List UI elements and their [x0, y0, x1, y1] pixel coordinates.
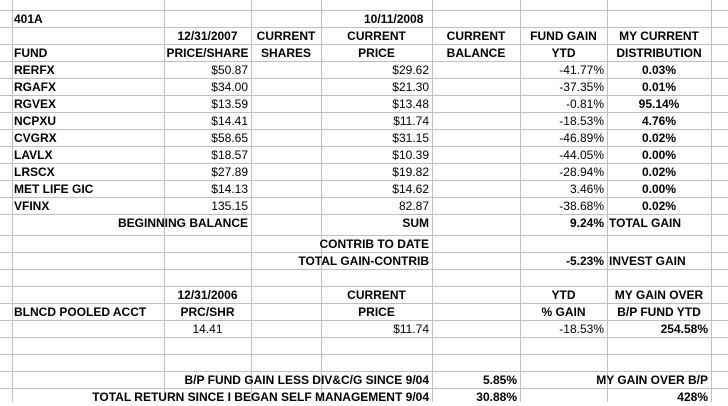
- fund-price-2007: $14.13: [211, 182, 248, 196]
- sum-value: 9.24%: [569, 216, 604, 230]
- fund-distribution: 95.14%: [638, 97, 680, 111]
- header-current-price-top: CURRENT: [347, 29, 406, 43]
- fund-price-2007: $18.57: [211, 148, 248, 162]
- total-return-label: TOTAL RETURN SINCE I BEGAN SELF MANAGEMENT 9/04: [92, 390, 429, 404]
- fund-current-price: $31.15: [392, 131, 429, 145]
- fund-name: MET LIFE GIC: [14, 182, 94, 196]
- fund-distribution: 0.01%: [641, 80, 677, 94]
- fund-distribution: 0.02%: [641, 165, 677, 179]
- pooled-prc-shr-header: PRC/SHR: [180, 305, 235, 319]
- fund-distribution: 0.00%: [641, 182, 677, 196]
- pooled-price-header: PRICE: [358, 305, 395, 319]
- fund-distribution: 0.03%: [641, 63, 677, 77]
- fund-name: RGVEX: [14, 97, 57, 111]
- header-date-2007: 12/31/2007: [177, 29, 238, 43]
- fund-price-2007: $14.41: [211, 114, 248, 128]
- fund-ytd-gain: -28.94%: [559, 165, 604, 179]
- pooled-price-2006: 14.41: [192, 322, 223, 336]
- fund-current-price: $10.39: [392, 148, 429, 162]
- fund-current-price: $21.30: [392, 80, 429, 94]
- header-shares: SHARES: [260, 46, 311, 60]
- fund-ytd-gain: -44.05%: [559, 148, 604, 162]
- fund-current-price: $19.82: [392, 165, 429, 179]
- fund-ytd-gain: -18.53%: [559, 114, 604, 128]
- header-balance: BALANCE: [446, 46, 506, 60]
- header-current-balance-top: CURRENT: [446, 29, 506, 43]
- pooled-date: 12/31/2006: [177, 288, 238, 302]
- fund-distribution: 4.76%: [641, 114, 677, 128]
- fund-price-2007: $58.65: [211, 131, 248, 145]
- fund-name: RGAFX: [14, 80, 56, 94]
- header-ytd: YTD: [551, 46, 576, 60]
- my-gain-over-bp-value: 428%: [677, 390, 708, 404]
- header-fund-gain: FUND GAIN: [530, 29, 597, 43]
- fund-ytd-gain: -0.81%: [565, 97, 604, 111]
- fund-name: NCPXU: [14, 114, 57, 128]
- header-my-current: MY CURRENT: [619, 29, 699, 43]
- beginning-balance-label: BEGINNING BALANCE: [117, 216, 248, 230]
- pooled-ytd-header: YTD: [551, 288, 576, 302]
- fund-price-2007: 135.15: [211, 199, 248, 213]
- fund-distribution: 0.00%: [641, 148, 677, 162]
- header-price: PRICE: [358, 46, 395, 60]
- pooled-current-price: $11.74: [393, 322, 429, 336]
- fund-ytd-gain: -38.68%: [559, 199, 604, 213]
- pooled-ytd-value: -18.53%: [559, 322, 604, 336]
- sheet-title: 401A: [14, 12, 43, 26]
- fund-current-price: $29.62: [392, 63, 429, 77]
- fund-price-2007: $13.59: [211, 97, 248, 111]
- sum-label: SUM: [402, 216, 429, 230]
- fund-current-price: $14.62: [392, 182, 429, 196]
- pooled-gain-over-value: 254.58%: [660, 322, 708, 336]
- total-gain-label: TOTAL GAIN: [609, 216, 681, 230]
- header-distribution: DISTRIBUTION: [616, 46, 702, 60]
- pooled-pct-gain-header: % GAIN: [541, 305, 586, 319]
- header-price-share: PRICE/SHARE: [166, 46, 249, 60]
- fund-current-price: 82.87: [398, 199, 429, 213]
- my-gain-over-bp-label: MY GAIN OVER B/P: [596, 373, 708, 387]
- fund-name: CVGRX: [14, 131, 57, 145]
- fund-name: LAVLX: [14, 148, 53, 162]
- fund-current-price: $11.74: [393, 114, 429, 128]
- fund-ytd-gain: -46.89%: [559, 131, 604, 145]
- fund-distribution: 0.02%: [641, 131, 677, 145]
- bp-fund-gain-label: B/P FUND GAIN LESS DIV&C/G SINCE 9/04: [184, 373, 429, 387]
- contrib-to-date-label: CONTRIB TO DATE: [319, 237, 429, 251]
- total-return-value: 30.88%: [476, 390, 517, 404]
- header-current: CURRENT: [256, 29, 316, 43]
- fund-name: RERFX: [14, 63, 55, 77]
- invest-gain-label: INVEST GAIN: [609, 254, 686, 268]
- fund-price-2007: $50.87: [211, 63, 248, 77]
- pooled-gain-over-header: MY GAIN OVER: [614, 288, 704, 302]
- grid-line: [0, 354, 728, 355]
- header-date-2008: 10/11/2008: [364, 12, 424, 26]
- fund-current-price: $13.48: [392, 97, 429, 111]
- fund-price-2007: $27.89: [211, 165, 248, 179]
- fund-distribution: 0.02%: [641, 199, 677, 213]
- fund-price-2007: $34.00: [211, 80, 248, 94]
- total-gain-contrib-label: TOTAL GAIN-CONTRIB: [298, 254, 429, 268]
- fund-name: VFINX: [14, 199, 50, 213]
- fund-ytd-gain: 3.46%: [569, 182, 604, 196]
- fund-ytd-gain: -37.35%: [559, 80, 604, 94]
- bp-fund-gain-value: 5.85%: [482, 373, 517, 387]
- pooled-current-header: CURRENT: [347, 288, 406, 302]
- pooled-bp-fund-ytd-header: B/P FUND YTD: [617, 305, 701, 319]
- header-fund: FUND: [14, 46, 48, 60]
- pooled-account-name: BLNCD POOLED ACCT: [14, 305, 147, 319]
- fund-ytd-gain: -41.77%: [559, 63, 604, 77]
- fund-name: LRSCX: [14, 165, 55, 179]
- total-gain-contrib-value: -5.23%: [565, 254, 604, 268]
